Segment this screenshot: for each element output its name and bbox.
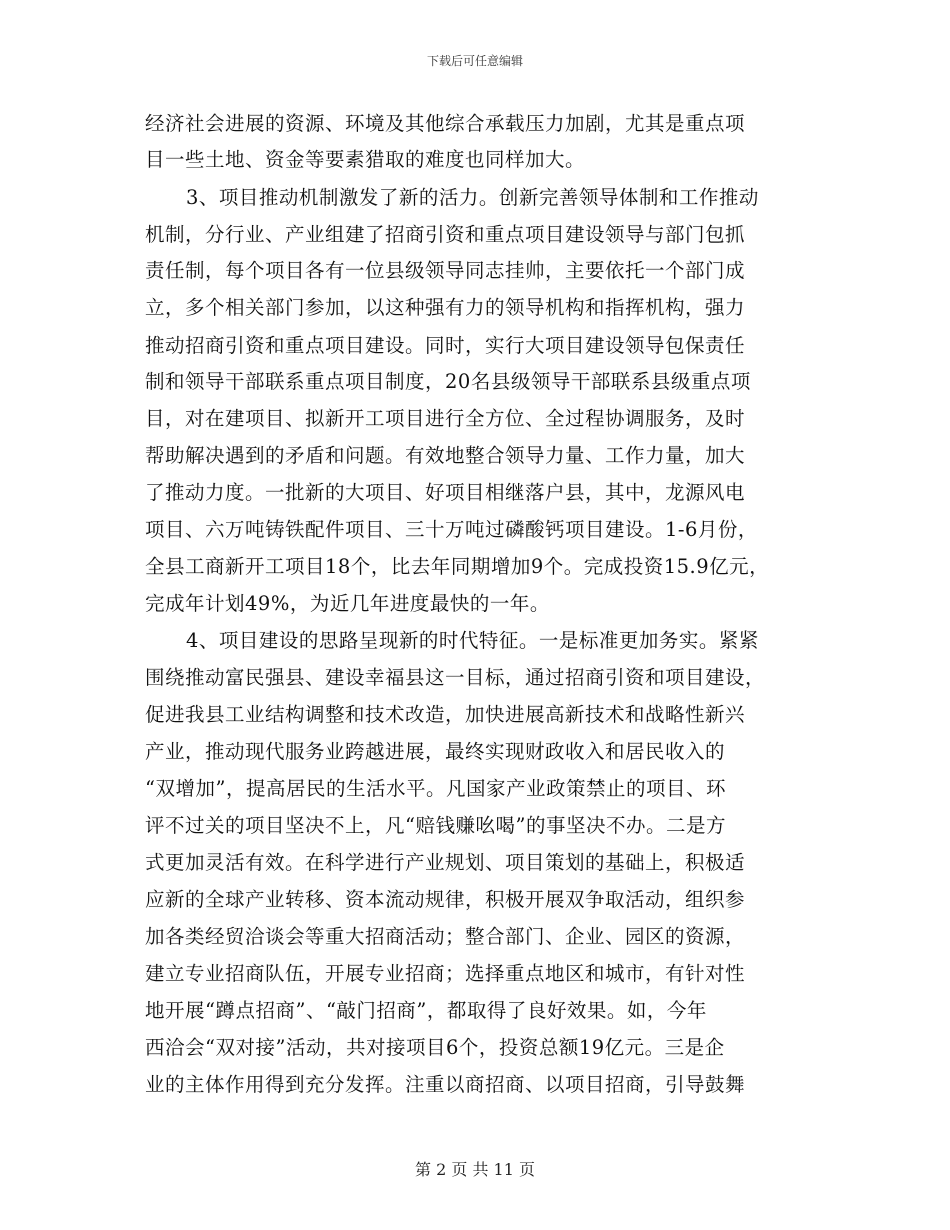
text-line: 加各类经贸洽谈会等重大招商活动；整合部门、企业、园区的资源， <box>145 925 746 948</box>
text-line: 评不过关的项目坚决不上，凡“赔钱赚吆喝”的事坚决不办。二是方 <box>145 814 726 837</box>
text-line: 西洽会“双对接”活动，共对接项目6个，投资总额19亿元。三是企 <box>145 1036 725 1059</box>
text-line: 围绕推动富民强县、建设幸福县这一目标，通过招商引资和项目建设， <box>145 666 766 689</box>
text-line: 项目、六万吨铸铁配件项目、三十万吨过磷酸钙项目建设。1-6月份， <box>145 518 758 541</box>
text-line: 全县工商新开工项目18个，比去年同期增加9个。完成投资15.9亿元， <box>145 555 770 578</box>
text-line: 完成年计划49%，为近几年进度最快的一年。 <box>145 592 550 615</box>
text-line: 责任制，每个项目各有一位县级领导同志挂帅，主要依托一个部门成 <box>145 259 746 282</box>
text-line: 建立专业招商队伍，开展专业招商；选择重点地区和城市，有针对性 <box>145 962 746 985</box>
text-line: 促进我县工业结构调整和技术改造，加快进展高新技术和战略性新兴 <box>145 703 746 726</box>
text-line: 产业，推动现代服务业跨越进展，最终实现财政收入和居民收入的 <box>145 740 726 763</box>
page-header: 下载后可任意编辑 <box>426 54 523 68</box>
text-line: 经济社会进展的资源、环境及其他综合承载压力加剧，尤其是重点项 <box>145 112 746 135</box>
text-line: “双增加”，提高居民的生活水平。凡国家产业政策禁止的项目、环 <box>145 777 726 800</box>
text-line: 机制，分行业、产业组建了招商引资和重点项目建设领导与部门包抓 <box>145 223 746 246</box>
text-line: 业的主体作用得到充分发挥。注重以商招商、以项目招商，引导鼓舞 <box>145 1073 746 1096</box>
page-footer: 第 2 页 共 11 页 <box>415 1160 535 1179</box>
text-line: 了推动力度。一批新的大项目、好项目相继落户县，其中，龙源风电 <box>145 481 746 504</box>
text-line: 制和领导干部联系重点项目制度，20名县级领导干部联系县级重点项 <box>145 370 751 393</box>
paragraph-3-start: 3、项目推动机制激发了新的活力。创新完善领导体制和工作推动 <box>186 186 759 209</box>
text-line: 目一些土地、资金等要素猎取的难度也同样加大。 <box>145 148 586 171</box>
text-line: 帮助解决遇到的矛盾和问题。有效地整合领导力量、工作力量，加大 <box>145 444 746 467</box>
text-line: 应新的全球产业转移、资本流动规律，积极开展双争取活动，组织参 <box>145 888 746 911</box>
text-line: 目，对在建项目、拟新开工项目进行全方位、全过程协调服务，及时 <box>145 407 746 430</box>
paragraph-4-start: 4、项目建设的思路呈现新的时代特征。一是标准更加务实。紧紧 <box>186 629 759 652</box>
text-line: 式更加灵活有效。在科学进行产业规划、项目策划的基础上，积极适 <box>145 851 746 874</box>
text-line: 立，多个相关部门参加，以这种强有力的领导机构和指挥机构，强力 <box>145 296 746 319</box>
text-line: 地开展“蹲点招商”、“敲门招商”，都取得了良好效果。如，今年 <box>145 999 707 1022</box>
text-line: 推动招商引资和重点项目建设。同时，实行大项目建设领导包保责任 <box>145 334 746 357</box>
